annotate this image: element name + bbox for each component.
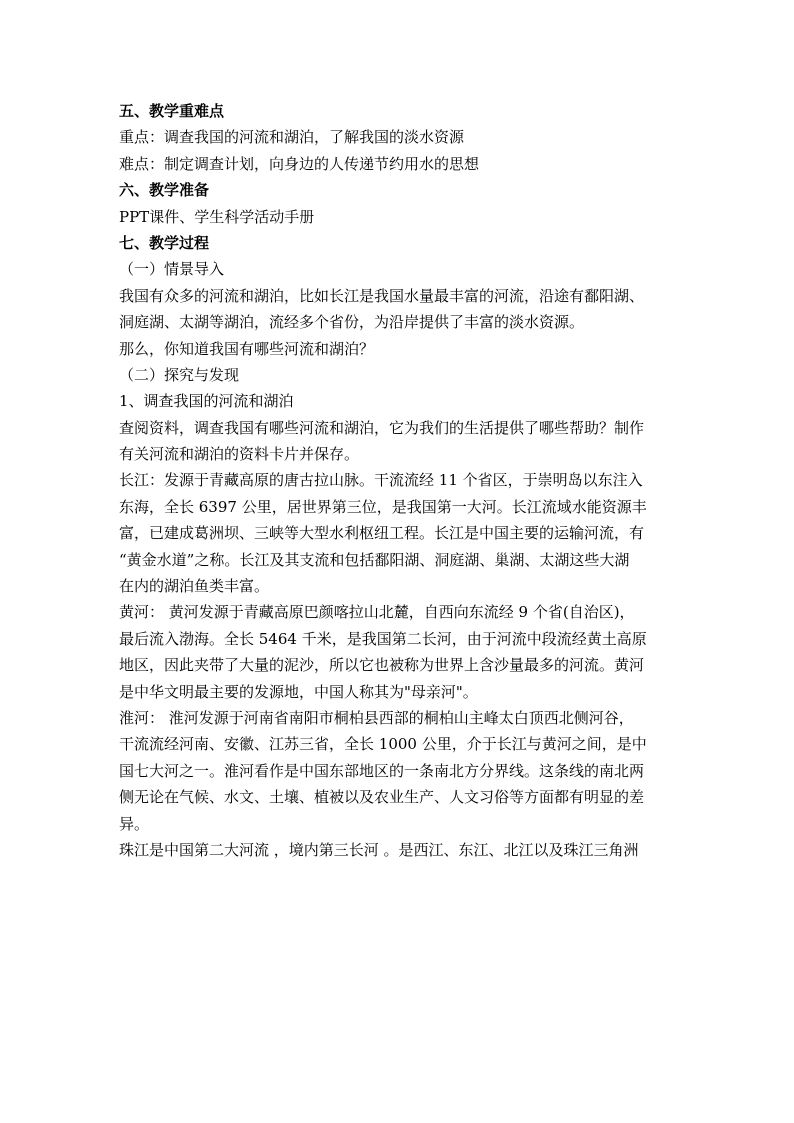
- paragraph-line: 有关河流和湖泊的资料卡片并保存。: [119, 445, 360, 464]
- paragraph-line: 我国有众多的河流和湖泊，比如长江是我国水量最丰富的河流，沿途有鄱阳湖、: [119, 286, 645, 305]
- paragraph-line: 难点：制定调查计划，向身边的人传递节约用水的思想: [119, 154, 480, 173]
- paragraph-line: 珠江是中国第二大河流 ，境内第三长河 。是西江、东江、北江以及珠江三角洲: [119, 840, 639, 859]
- section-heading-process: 七、教学过程: [119, 233, 210, 252]
- paragraph-line: 1、调查我国的河流和湖泊: [119, 392, 294, 411]
- paragraph-line: 淮河： 淮河发源于河南省南阳市桐柏县西部的桐柏山主峰太白顶西北侧河谷，: [119, 708, 634, 727]
- paragraph-line: 最后流入渤海。全长 5464 千米，是我国第二长河，由于河流中段流经黄土高原: [119, 629, 647, 648]
- paragraph-line: 重点：调查我国的河流和湖泊，了解我国的淡水资源: [119, 128, 465, 147]
- paragraph-line: 东海，全长 6397 公里，居世界第三位，是我国第一大河。长江流域水能资源丰: [119, 497, 647, 516]
- paragraph-line: 侧无论在气候、水文、土壤、植被以及农业生产、人文习俗等方面都有明显的差: [119, 788, 645, 807]
- paragraph-line: 黄河： 黄河发源于青藏高原巴颜喀拉山北麓，自西向东流经 9 个省(自治区)，: [119, 603, 635, 622]
- paragraph-line: 地区，因此夹带了大量的泥沙，所以它也被称为世界上含沙量最多的河流。黄河: [119, 656, 645, 675]
- document-body: [119, 98, 679, 863]
- paragraph-line: 是中华文明最主要的发源地，中国人称其为"母亲河"。: [119, 682, 478, 701]
- paragraph-line: 那么，你知道我国有哪些河流和湖泊？: [119, 339, 375, 358]
- subsection-heading-intro: （一）情景导入: [119, 260, 225, 279]
- paragraph-line: 干流流经河南、安徽、江苏三省，全长 1000 公里，介于长江与黄河之间，是中: [119, 735, 647, 754]
- paragraph-line: PPT课件、学生科学活动手册: [119, 207, 315, 226]
- subsection-heading-explore: （二）探究与发现: [119, 365, 240, 384]
- section-heading-key-points: 五、教学重难点: [119, 102, 225, 120]
- paragraph-line: 长江：发源于青藏高原的唐古拉山脉。干流流经 11 个省区，于崇明岛以东注入: [119, 471, 643, 490]
- paragraph-line: 异。: [119, 814, 150, 833]
- paragraph-line: 国七大河之一。淮河看作是中国东部地区的一条南北方分界线。这条线的南北两: [119, 761, 645, 780]
- paragraph-line: 查阅资料，调查我国有哪些河流和湖泊，它为我们的生活提供了哪些帮助？制作: [119, 418, 645, 437]
- paragraph-line: 在内的湖泊鱼类丰富。: [119, 577, 270, 596]
- paragraph-line: 富，已建成葛洲坝、三峡等大型水利枢纽工程。长江是中国主要的运输河流，有: [119, 524, 645, 543]
- section-heading-preparation: 六、教学准备: [119, 181, 210, 200]
- paragraph-line: 洞庭湖、太湖等湖泊，流经多个省份，为沿岸提供了丰富的淡水资源。: [119, 313, 585, 332]
- paragraph-line: “黄金水道”之称。长江及其支流和包括鄱阳湖、洞庭湖、巢湖、太湖这些大湖: [119, 550, 630, 569]
